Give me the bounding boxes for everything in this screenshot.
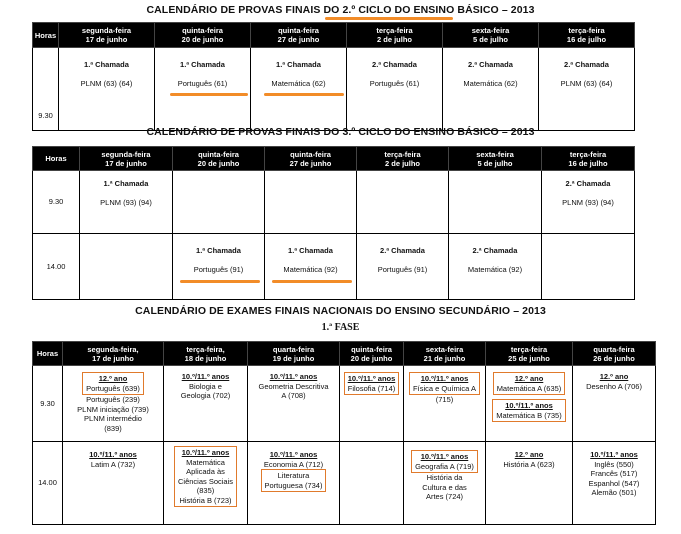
- table-row: [33, 48, 635, 131]
- hour-cell: 9.30: [33, 48, 59, 131]
- exam-cell: [340, 366, 404, 442]
- exam-cell: 12.º ano História A (623): [486, 442, 573, 525]
- exam-cell: 10.º/11.º anos Economia A (712) Literatura Portuguesa (734): [248, 442, 340, 525]
- hour-cell: 9.30: [33, 171, 80, 234]
- highlight-underline: [272, 280, 352, 283]
- header-day: sexta-feira 5 de julho: [449, 147, 542, 171]
- table-row: [33, 171, 635, 234]
- highlight-underline: [264, 93, 344, 96]
- hour-cell: 9.30: [33, 366, 63, 442]
- table-row: [33, 234, 635, 300]
- exam-cell: 10.º/11.º anos Biologia e Geologia (702): [164, 366, 248, 442]
- exam-cell: 1.ª Chamada Matemática (62): [251, 48, 347, 131]
- highlight-box: Literatura Portuguesa (734): [261, 469, 327, 492]
- exam-cell: 1.ª Chamada PLNM (63) (64): [59, 48, 155, 131]
- header-horas: Horas: [33, 342, 63, 366]
- exam-cell: 2.ª Chamada Matemática (92): [449, 234, 542, 300]
- exam-cell: 2.ª Chamada Matemática (62): [443, 48, 539, 131]
- title-cycle: 2.º CICLO: [342, 4, 392, 16]
- header-day: terça-feira 2 de julho: [357, 147, 449, 171]
- header-day: quarta-feira 26 de junho: [573, 342, 656, 366]
- highlight-box: 10.º/11.º anos Matemática B (735): [492, 399, 565, 422]
- exam-cell: 1.ª Chamada Matemática (92): [265, 234, 357, 300]
- empty-cell: [449, 171, 542, 234]
- header-day: segunda-feira 17 de junho: [59, 23, 155, 48]
- header-day: terça-feira 16 de julho: [542, 147, 635, 171]
- table-header-row: [33, 342, 656, 366]
- header-day: quinta-feira 20 de junho: [173, 147, 265, 171]
- empty-cell: [173, 171, 265, 234]
- exam-cell: 2.ª Chamada Português (61): [347, 48, 443, 131]
- exam-cell: 10.º/11.º anos Geometria Descritiva A (708): [248, 366, 340, 442]
- title-secondary: CALENDÁRIO DE EXAMES FINAIS NACIONAIS DO ENSINO SECUNDÁRIO – 2013: [135, 305, 546, 317]
- hour-cell: 14.00: [33, 442, 63, 525]
- table-2nd-cycle: [32, 22, 635, 131]
- highlight-box: 12.º ano Português (639): [82, 372, 144, 395]
- exam-cell: 1.ª Chamada Português (91): [173, 234, 265, 300]
- empty-cell: [265, 171, 357, 234]
- exam-cell: 2.ª Chamada PLNM (93) (94): [542, 171, 635, 234]
- header-day: sexta-feira 21 de junho: [404, 342, 486, 366]
- header-day: terça-feira, 18 de junho: [164, 342, 248, 366]
- table-header-row: [33, 147, 635, 171]
- exam-cell: 10.º/11.º anos Inglês (550) Francês (517) Espanhol (547) Alemão (501): [573, 442, 656, 525]
- table-header-row: [33, 23, 635, 48]
- exam-cell: 12.º ano Português (639) Português (239) PLNM iniciação (739) PLNM intermédio (839): [63, 366, 164, 442]
- highlight-box: 10.º/11.º anos Física e Química A: [409, 372, 480, 395]
- exam-cell: 2.ª Chamada PLNM (63) (64): [539, 48, 635, 131]
- header-day: quinta-feira 20 de junho: [155, 23, 251, 48]
- header-day: terça-feira 2 de julho: [347, 23, 443, 48]
- table-row: [33, 442, 656, 525]
- exam-cell: 12.º ano Desenho A (706): [573, 366, 656, 442]
- header-day: segunda-feira, 17 de junho: [63, 342, 164, 366]
- header-day: terça-feira 16 de julho: [539, 23, 635, 48]
- header-day: quinta-feira 20 de junho: [340, 342, 404, 366]
- hour-cell: 14.00: [33, 234, 80, 300]
- header-day: quarta-feira 19 de junho: [248, 342, 340, 366]
- highlight-box: 12.º ano Matemática A (635): [493, 372, 566, 395]
- header-day: quinta-feira 27 de junho: [265, 147, 357, 171]
- highlight-underline: [170, 93, 248, 96]
- table-3rd-cycle: [32, 146, 635, 300]
- fase-label: 1.ª FASE: [321, 322, 360, 333]
- exam-cell: 1.ª Chamada PLNM (93) (94): [80, 171, 173, 234]
- title-text: CALENDÁRIO DE PROVAS FINAIS DO: [146, 4, 343, 16]
- exam-cell: 10.º/11.º anos Geografia A (719) História da Cultura e das Artes (724): [404, 442, 486, 525]
- highlight-underline: [325, 17, 453, 20]
- table-row: [33, 366, 656, 442]
- highlight-box: 10.º/11.º anos Filosofia (714): [344, 372, 400, 395]
- header-day: segunda-feira 17 de junho: [80, 147, 173, 171]
- title-3rd-cycle: CALENDÁRIO DE PROVAS FINAIS DO 3.º CICLO DO ENSINO BÁSICO – 2013: [146, 126, 535, 138]
- header-horas: Horas: [33, 147, 80, 171]
- table-secondary: [32, 341, 656, 525]
- highlight-box: 10.º/11.º anos Geografia A (719): [411, 450, 478, 473]
- exam-cell: 2.ª Chamada Português (91): [357, 234, 449, 300]
- header-day: quinta-feira 27 de junho: [251, 23, 347, 48]
- header-day: terça-feira 25 de junho: [486, 342, 573, 366]
- exam-cell: [486, 366, 573, 442]
- highlight-underline: [180, 280, 260, 283]
- empty-cell: [357, 171, 449, 234]
- exam-cell: 10.º/11.º anos Latim A (732): [63, 442, 164, 525]
- title-2nd-cycle: [0, 4, 681, 16]
- empty-cell: [80, 234, 173, 300]
- empty-cell: [340, 442, 404, 525]
- title-text-end: DO ENSINO BÁSICO – 2013: [391, 4, 535, 16]
- exam-cell: 10.º/11.º anos Física e Química A (715): [404, 366, 486, 442]
- exam-cell: [164, 442, 248, 525]
- header-horas: Horas: [33, 23, 59, 48]
- exam-cell: 1.ª Chamada Português (61): [155, 48, 251, 131]
- highlight-box: 10.º/11.º anos Matemática Aplicada às Ciências Sociais (835) História B (723): [174, 446, 237, 507]
- empty-cell: [542, 234, 635, 300]
- header-day: sexta-feira 5 de julho: [443, 23, 539, 48]
